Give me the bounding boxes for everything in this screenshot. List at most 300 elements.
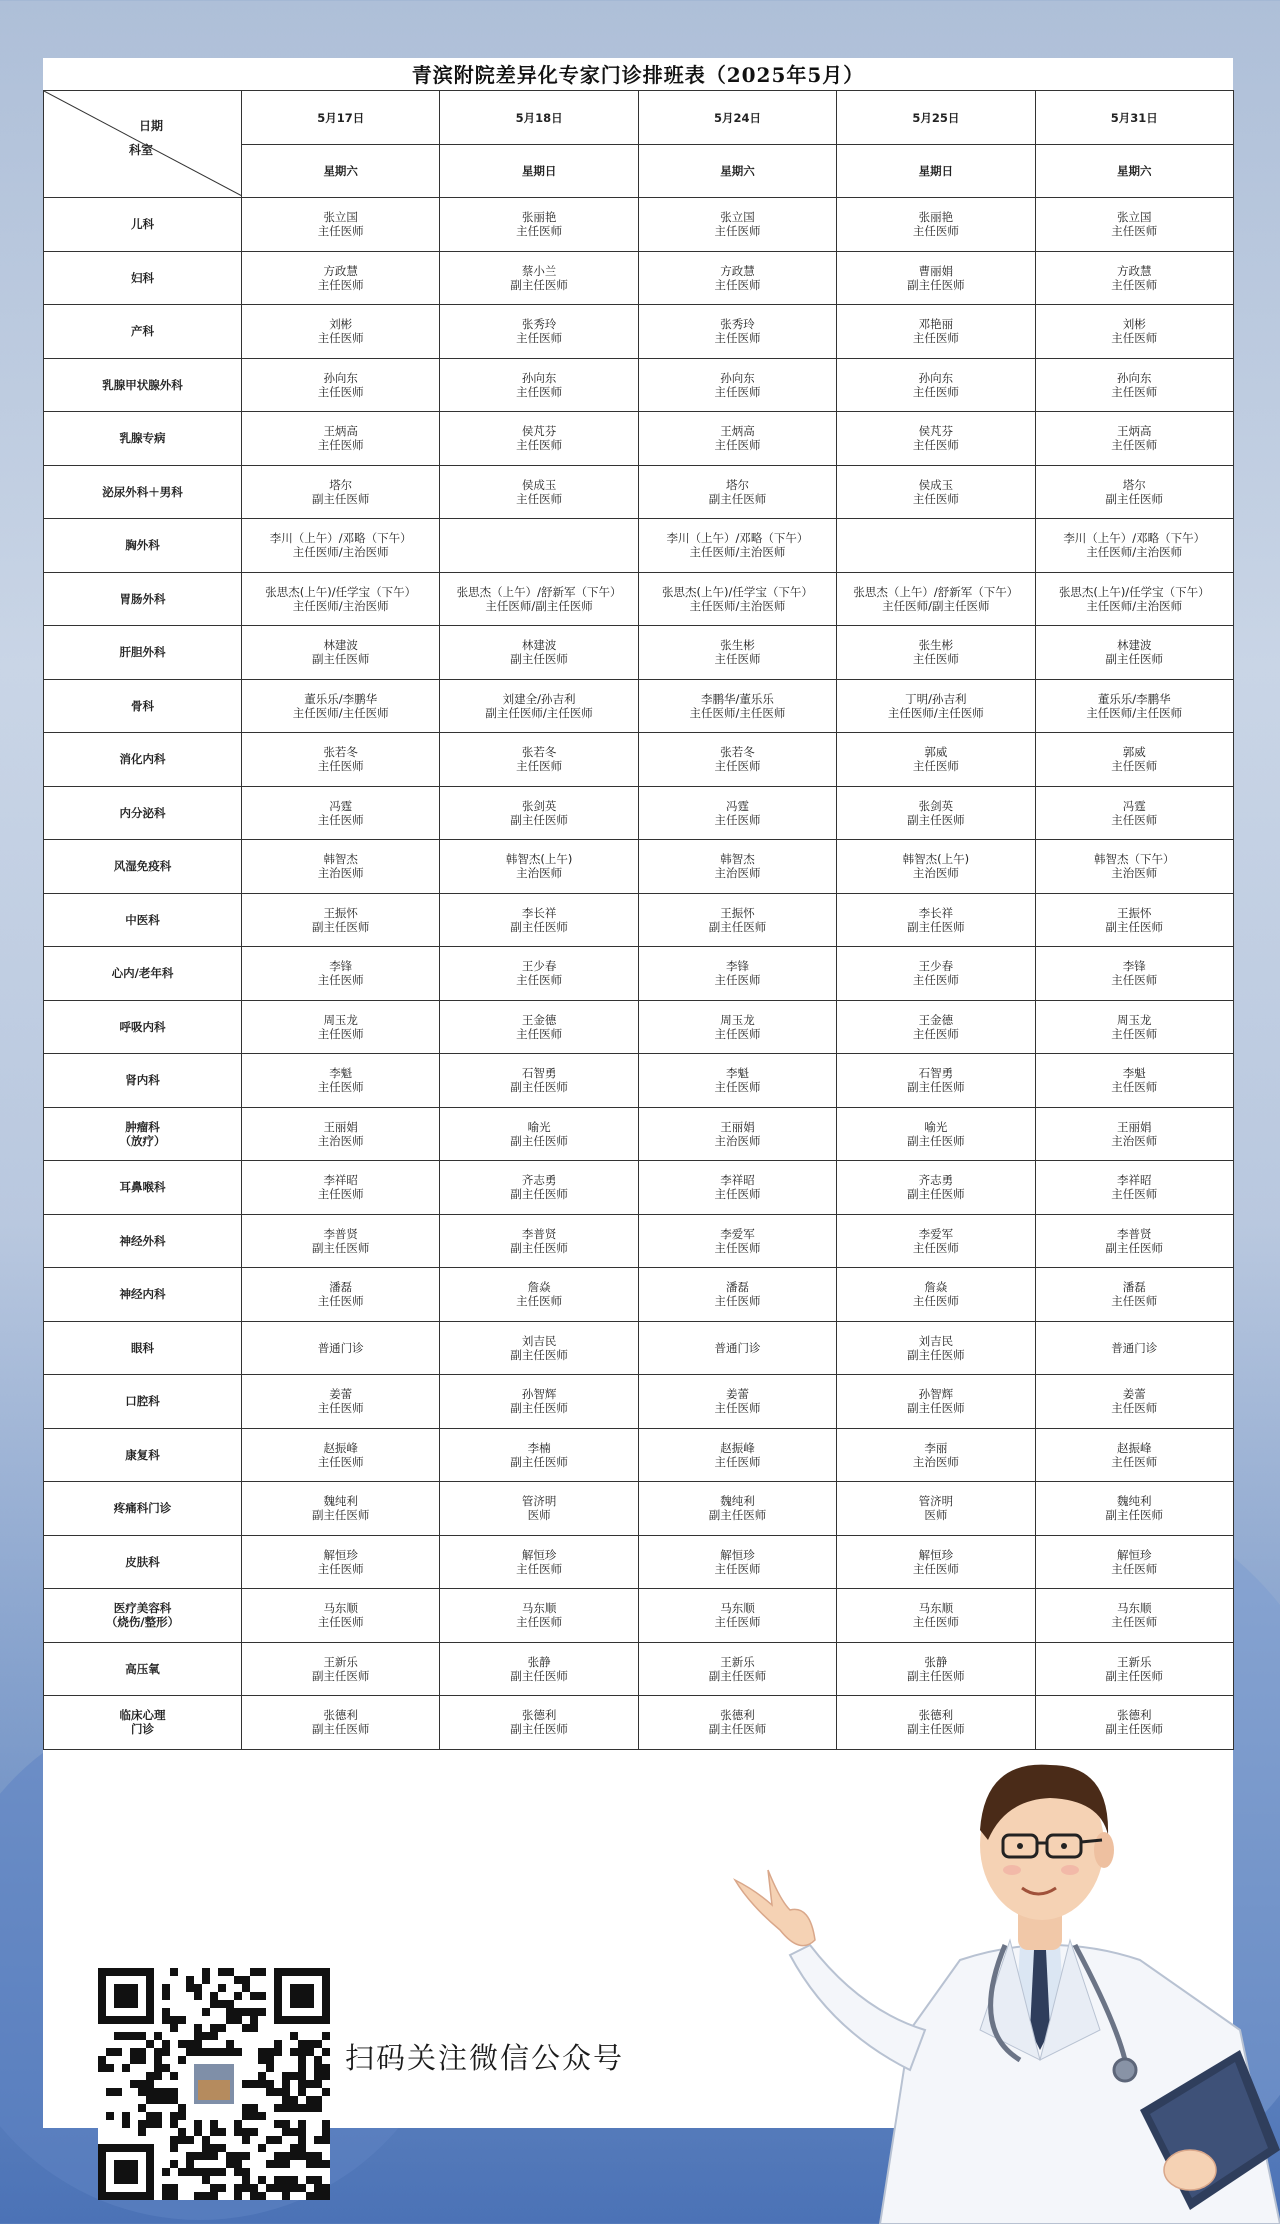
doctor-title: 主任医师	[317, 1026, 364, 1041]
schedule-cell	[837, 1642, 1035, 1696]
schedule-cell	[837, 733, 1035, 787]
schedule-cell	[1035, 679, 1233, 733]
schedule-cell	[837, 305, 1035, 359]
doctor-name: 冯霆	[1122, 798, 1146, 813]
schedule-cell	[837, 1589, 1035, 1643]
department-name: 疼痛科门诊	[44, 1482, 242, 1536]
doctor-title: 副主任医师	[311, 1240, 370, 1255]
doctor-title: 主治医师	[317, 866, 364, 881]
doctor-title: 主任医师	[714, 973, 761, 988]
doctor-title: 主任医师	[1111, 1294, 1158, 1309]
doctor-name: 韩智杰(上午)	[505, 852, 573, 867]
doctor-name: 刘吉民	[918, 1333, 954, 1348]
schedule-cell	[1035, 1428, 1233, 1482]
date-header: 5月24日	[638, 91, 836, 145]
doctor-name: 张生彬	[720, 638, 755, 653]
doctor-name: 孙向东	[918, 370, 954, 385]
schedule-cell	[242, 1589, 440, 1643]
doctor-name: 孙智辉	[521, 1387, 557, 1402]
doctor-title: 主任医师/主任医师	[689, 705, 786, 720]
doctor-name: 侯芃芬	[521, 424, 557, 439]
doctor-title: 副主任医师	[1105, 1722, 1163, 1737]
department-name: 耳鼻喉科	[44, 1161, 242, 1215]
weekday-header: 星期日	[837, 145, 1035, 198]
doctor-title: 主任医师/主治医师	[1086, 545, 1183, 560]
doctor-name: 赵振峰	[1117, 1440, 1152, 1455]
doctor-title: 主任医师	[516, 759, 563, 774]
schedule-cell	[1035, 947, 1233, 1001]
department-name: 心内/老年科	[44, 947, 242, 1001]
doctor-name: 侯成玉	[521, 477, 557, 492]
schedule-cell	[837, 1054, 1035, 1108]
doctor-title: 副主任医师	[510, 1668, 568, 1683]
doctor-name: 张德利	[521, 1708, 557, 1723]
doctor-title: 副主任医师	[1105, 1240, 1163, 1255]
table-row	[44, 1321, 1234, 1375]
doctor-title: 主任医师	[1111, 224, 1158, 239]
doctor-name: 塔尔	[329, 477, 353, 492]
table-row	[44, 519, 1234, 573]
doctor-name: 孙向东	[521, 370, 557, 385]
doctor-title: 主任医师	[317, 1454, 364, 1469]
doctor-name: 张若冬	[521, 745, 557, 760]
schedule-cell	[440, 1375, 638, 1429]
table-row	[44, 1375, 1234, 1429]
doctor-name: 张立国	[1117, 210, 1152, 225]
doctor-name: 李普贤	[1117, 1226, 1152, 1241]
doctor-name: 韩智杰	[720, 852, 755, 867]
doctor-name: 解恒珍	[323, 1547, 358, 1562]
schedule-cell	[242, 305, 440, 359]
department-name: 康复科	[44, 1428, 242, 1482]
doctor-title: 主任医师	[516, 1026, 563, 1041]
schedule-cell	[837, 626, 1035, 680]
doctor-name: 喻光	[527, 1119, 551, 1134]
doctor-title: 副主任医师	[311, 1508, 370, 1523]
schedule-cell	[440, 572, 638, 626]
doctor-title: 副主任医师	[510, 1187, 568, 1202]
doctor-name: 冯霆	[725, 798, 749, 813]
doctor-title: 主任医师	[912, 384, 959, 399]
doctor-name: 王振怀	[1117, 905, 1152, 920]
doctor-title: 主任医师/主治医师	[1086, 598, 1183, 613]
schedule-cell	[440, 1642, 638, 1696]
doctor-name: 周玉龙	[720, 1012, 755, 1027]
schedule-cell	[242, 1428, 440, 1482]
department-name: 泌尿外科＋男科	[44, 465, 242, 519]
schedule-cell	[1035, 198, 1233, 252]
doctor-name: 李川（上午）/邓略（下午）	[1063, 531, 1206, 546]
table-row	[44, 572, 1234, 626]
doctor-name: 王新乐	[720, 1654, 755, 1669]
doctor-name: 王丽娟	[1117, 1119, 1152, 1134]
doctor-title: 主任医师	[714, 812, 761, 827]
doctor-name: 管济明	[521, 1494, 557, 1509]
schedule-cell	[837, 251, 1035, 305]
schedule-cell	[1035, 1268, 1233, 1322]
schedule-cell	[638, 1107, 836, 1161]
schedule-cell	[638, 947, 836, 1001]
schedule-cell	[1035, 626, 1233, 680]
doctor-name: 张若冬	[720, 745, 755, 760]
department-name: 肝胆外科	[44, 626, 242, 680]
schedule-cell	[1035, 1642, 1233, 1696]
weekday-header: 星期六	[1035, 145, 1233, 198]
table-row	[44, 465, 1234, 519]
qr-code-icon	[98, 1968, 330, 2200]
doctor-title: 主任医师/主任医师	[1086, 705, 1183, 720]
doctor-name: 王炳高	[720, 424, 755, 439]
doctor-name: 蔡小兰	[521, 263, 557, 278]
department-name: 中医科	[44, 893, 242, 947]
doctor-name: 韩智杰(上午)	[902, 852, 970, 867]
doctor-name: 张立国	[720, 210, 755, 225]
doctor-name: 孙向东	[720, 370, 755, 385]
doctor-title: 主治医师	[1111, 1133, 1158, 1148]
doctor-title: 副主任医师	[1105, 919, 1163, 934]
doctor-name: 刘彬	[1122, 317, 1146, 332]
corner-dept-label: 科室	[129, 143, 154, 157]
schedule-cell	[242, 572, 440, 626]
doctor-name: 潘磊	[725, 1280, 749, 1295]
department-name: 皮肤科	[44, 1535, 242, 1589]
schedule-cell	[638, 1268, 836, 1322]
doctor-title: 主任医师	[317, 1294, 364, 1309]
doctor-title: 主任医师	[912, 224, 959, 239]
doctor-title: 副主任医师	[1105, 652, 1163, 667]
schedule-cell	[440, 679, 638, 733]
doctor-illustration-icon	[720, 1730, 1280, 2224]
doctor-name: 李普贤	[521, 1226, 557, 1241]
doctor-name: 郭威	[1122, 745, 1146, 760]
doctor-name: 石智勇	[918, 1066, 954, 1081]
doctor-name: 石智勇	[521, 1066, 557, 1081]
schedule-cell	[1035, 1161, 1233, 1215]
schedule-cell	[638, 1054, 836, 1108]
doctor-name: 李长祥	[521, 905, 557, 920]
doctor-name: 马东顺	[720, 1601, 755, 1616]
schedule-title: 青滨附院差异化专家门诊排班表（2025年5月）	[411, 63, 865, 87]
doctor-name: 董乐乐/李鹏华	[1097, 691, 1171, 706]
doctor-title: 主任医师	[317, 224, 364, 239]
schedule-cell	[638, 465, 836, 519]
schedule-cell	[638, 1214, 836, 1268]
schedule-cell	[638, 1375, 836, 1429]
doctor-title: 主任医师	[516, 331, 563, 346]
doctor-name: 张生彬	[918, 638, 954, 653]
schedule-cell	[242, 1375, 440, 1429]
schedule-cell	[837, 1000, 1035, 1054]
doctor-name: 张德利	[323, 1708, 358, 1723]
schedule-cell	[1035, 1000, 1233, 1054]
schedule-cell	[242, 1482, 440, 1536]
doctor-title: 副主任医师	[907, 277, 965, 292]
schedule-cell	[440, 519, 638, 573]
doctor-name: 方政慧	[1117, 263, 1152, 278]
doctor-name: 解恒珍	[1117, 1547, 1152, 1562]
doctor-title: 副主任医师	[311, 1722, 370, 1737]
doctor-title: 主任医师	[912, 973, 959, 988]
table-row	[44, 251, 1234, 305]
doctor-name: 张剑英	[521, 798, 557, 813]
doctor-title: 主治医师	[714, 866, 761, 881]
schedule-cell	[837, 1375, 1035, 1429]
schedule-cell	[440, 1214, 638, 1268]
doctor-title: 主任医师	[317, 277, 364, 292]
doctor-title: 副主任医师	[510, 1454, 568, 1469]
doctor-title: 主任医师	[1111, 1080, 1158, 1095]
schedule-cell	[242, 465, 440, 519]
table-row	[44, 1107, 1234, 1161]
doctor-name: 张秀玲	[521, 317, 557, 332]
schedule-cell	[1035, 1589, 1233, 1643]
schedule-cell	[837, 947, 1035, 1001]
doctor-title: 主任医师	[1111, 812, 1158, 827]
department-name: 乳腺甲状腺外科	[44, 358, 242, 412]
schedule-cell	[638, 1642, 836, 1696]
schedule-cell	[242, 626, 440, 680]
schedule-cell	[1035, 1375, 1233, 1429]
doctor-title: 副主任医师	[907, 1080, 965, 1095]
schedule-cell	[1035, 1535, 1233, 1589]
schedule-cell	[1035, 786, 1233, 840]
department-name: 内分泌科	[44, 786, 242, 840]
doctor-name: 李魁	[1122, 1066, 1146, 1081]
schedule-cell	[1035, 412, 1233, 466]
doctor-name: 冯霆	[329, 798, 353, 813]
doctor-name: 魏纯利	[720, 1494, 755, 1509]
doctor-title: 主任医师	[317, 1080, 364, 1095]
doctor-name: 李祥昭	[720, 1173, 755, 1188]
doctor-name: 侯成玉	[918, 477, 954, 492]
doctor-name: 王金德	[918, 1012, 954, 1027]
doctor-title: 主任医师	[317, 812, 364, 827]
schedule-cell	[837, 572, 1035, 626]
doctor-name: 方政慧	[720, 263, 755, 278]
doctor-title: 主任医师	[317, 1187, 364, 1202]
doctor-name: 李普贤	[323, 1226, 358, 1241]
doctor-name: 张思杰(上午)/任学宝（下午）	[265, 584, 417, 599]
schedule-cell	[1035, 251, 1233, 305]
department-name: 肿瘤科 （放疗）	[44, 1107, 242, 1161]
schedule-cell	[440, 1161, 638, 1215]
schedule-cell	[837, 519, 1035, 573]
doctor-name: 王丽娟	[720, 1119, 755, 1134]
date-header: 5月31日	[1035, 91, 1233, 145]
doctor-name: 李鹏华/董乐乐	[701, 691, 774, 706]
schedule-cell	[242, 412, 440, 466]
schedule-cell	[242, 1214, 440, 1268]
doctor-title: 主任医师	[912, 1294, 959, 1309]
doctor-name: 邓艳丽	[918, 317, 954, 332]
weekday-header: 星期日	[440, 145, 638, 198]
doctor-title: 主任医师	[714, 1080, 761, 1095]
doctor-title: 副主任医师	[510, 1401, 568, 1416]
doctor-name: 刘吉民	[521, 1333, 557, 1348]
doctor-title: 主任医师	[714, 438, 761, 453]
doctor-title: 主任医师/主治医师	[689, 545, 786, 560]
schedule-cell	[1035, 1054, 1233, 1108]
doctor-title: 主任医师	[516, 491, 563, 506]
qr-code[interactable]	[98, 1968, 330, 2200]
doctor-title: 副主任医师	[1105, 1668, 1163, 1683]
schedule-cell	[638, 358, 836, 412]
doctor-name: 李魁	[725, 1066, 749, 1081]
schedule-cell	[440, 1321, 638, 1375]
schedule-cell	[440, 1054, 638, 1108]
department-name: 风湿免疫科	[44, 840, 242, 894]
doctor-name: 王新乐	[323, 1654, 358, 1669]
doctor-name: 张秀玲	[720, 317, 755, 332]
doctor-title: 主治医师	[912, 1454, 959, 1469]
doctor-title: 副主任医师	[907, 812, 965, 827]
department-name: 儿科	[44, 198, 242, 252]
schedule-cell	[440, 1696, 638, 1750]
doctor-name: 侯芃芬	[918, 424, 954, 439]
doctor-title: 主任医师	[1111, 1401, 1158, 1416]
doctor-title: 主任医师	[1111, 277, 1158, 292]
doctor-name: 解恒珍	[720, 1547, 755, 1562]
doctor-name: 姜蕾	[1122, 1387, 1146, 1402]
doctor-name: 詹焱	[924, 1280, 948, 1295]
doctor-title: 主任医师	[714, 277, 761, 292]
doctor-name: 李长祥	[918, 905, 954, 920]
doctor-title: 主任医师/副主任医师	[882, 598, 990, 613]
doctor-title: 主任医师	[912, 759, 959, 774]
doctor-title: 主任医师	[1111, 1187, 1158, 1202]
doctor-name: 郭威	[924, 745, 948, 760]
doctor-name: 马东顺	[521, 1601, 557, 1616]
doctor-title: 主任医师	[317, 973, 364, 988]
schedule-cell	[837, 358, 1035, 412]
doctor-title: 副主任医师	[708, 491, 767, 506]
weekday-header: 星期六	[242, 145, 440, 198]
doctor-name: 丁明/孙吉利	[905, 691, 967, 706]
doctor-title: 副主任医师	[510, 277, 568, 292]
doctor-title: 主任医师	[912, 1561, 959, 1576]
schedule-cell	[837, 1535, 1035, 1589]
schedule-cell	[638, 251, 836, 305]
doctor-title: 副主任医师	[311, 919, 370, 934]
schedule-cell	[837, 1482, 1035, 1536]
doctor-name: 李川（上午）/邓略（下午）	[269, 531, 412, 546]
doctor-title: 副主任医师	[510, 1240, 568, 1255]
table-row	[44, 1642, 1234, 1696]
doctor-title: 主任医师	[1111, 384, 1158, 399]
doctor-name: 王丽娟	[323, 1119, 358, 1134]
schedule-cell	[837, 412, 1035, 466]
table-row	[44, 626, 1234, 680]
doctor-title: 副主任医师	[510, 1722, 568, 1737]
doctor-name: 孙智辉	[918, 1387, 954, 1402]
doctor-name: 王炳高	[1117, 424, 1152, 439]
doctor-title: 主治医师	[912, 866, 959, 881]
doctor-name: 林建波	[1117, 638, 1152, 653]
doctor-title: 副主任医师	[311, 652, 370, 667]
doctor-name: 孙向东	[1117, 370, 1152, 385]
table-row	[44, 947, 1234, 1001]
doctor-title: 主任医师	[714, 224, 761, 239]
doctor-name: 张丽艳	[918, 210, 954, 225]
schedule-table	[43, 90, 1234, 1750]
schedule-cell	[837, 840, 1035, 894]
schedule-cell	[1035, 893, 1233, 947]
doctor-name: 周玉龙	[323, 1012, 358, 1027]
doctor-title: 副主任医师	[510, 812, 568, 827]
schedule-cell	[242, 519, 440, 573]
schedule-cell	[1035, 1321, 1233, 1375]
doctor-title: 副主任医师	[907, 1133, 965, 1148]
schedule-cell	[837, 1161, 1035, 1215]
doctor-title: 副主任医师	[708, 1508, 767, 1523]
doctor-name: 魏纯利	[1117, 1494, 1152, 1509]
schedule-cell	[638, 412, 836, 466]
doctor-title: 主任医师	[516, 973, 563, 988]
doctor-name: 王振怀	[323, 905, 358, 920]
schedule-cell	[440, 1107, 638, 1161]
schedule-cell	[242, 251, 440, 305]
department-name: 高压氧	[44, 1642, 242, 1696]
doctor-title: 主任医师	[714, 331, 761, 346]
schedule-cell	[440, 1428, 638, 1482]
doctor-title: 医师	[924, 1508, 948, 1523]
doctor-name: 姜蕾	[725, 1387, 749, 1402]
schedule-cell	[440, 358, 638, 412]
schedule-cell	[837, 1268, 1035, 1322]
doctor-title: 主任医师	[714, 1401, 761, 1416]
schedule-cell	[1035, 519, 1233, 573]
doctor-title: 主任医师	[912, 438, 959, 453]
doctor-name: 普通门诊	[317, 1340, 364, 1355]
doctor-title: 主任医师	[714, 759, 761, 774]
doctor-title: 主任医师	[912, 491, 959, 506]
corner-header	[44, 91, 242, 198]
doctor-title: 主任医师/主任医师	[292, 705, 389, 720]
schedule-cell	[638, 1589, 836, 1643]
doctor-name: 张若冬	[323, 745, 358, 760]
table-row	[44, 358, 1234, 412]
schedule-cell	[242, 840, 440, 894]
schedule-cell	[638, 572, 836, 626]
doctor-title: 主任医师	[714, 1561, 761, 1576]
doctor-title: 副主任医师	[907, 919, 965, 934]
doctor-name: 林建波	[323, 638, 358, 653]
doctor-name: 王炳高	[323, 424, 358, 439]
doctor-name: 王新乐	[1117, 1654, 1152, 1669]
department-name: 口腔科	[44, 1375, 242, 1429]
doctor-title: 主任医师	[714, 1026, 761, 1041]
doctor-name: 张静	[527, 1654, 551, 1669]
schedule-cell	[1035, 733, 1233, 787]
doctor-name: 张德利	[918, 1708, 954, 1723]
doctor-title: 主任医师	[1111, 331, 1158, 346]
doctor-title: 主任医师	[317, 759, 364, 774]
doctor-name: 李魁	[329, 1066, 353, 1081]
doctor-name: 姜蕾	[329, 1387, 353, 1402]
doctor-name: 方政慧	[323, 263, 358, 278]
doctor-name: 李祥昭	[323, 1173, 358, 1188]
doctor-name: 王金德	[521, 1012, 557, 1027]
schedule-cell	[1035, 1214, 1233, 1268]
doctor-title: 主任医师	[912, 331, 959, 346]
doctor-name: 李锋	[725, 959, 749, 974]
doctor-name: 魏纯利	[323, 1494, 358, 1509]
schedule-cell	[837, 1428, 1035, 1482]
schedule-cell	[837, 786, 1035, 840]
doctor-title: 副主任医师	[907, 1347, 965, 1362]
doctor-name: 塔尔	[725, 477, 749, 492]
doctor-title: 主任医师	[912, 1615, 959, 1630]
